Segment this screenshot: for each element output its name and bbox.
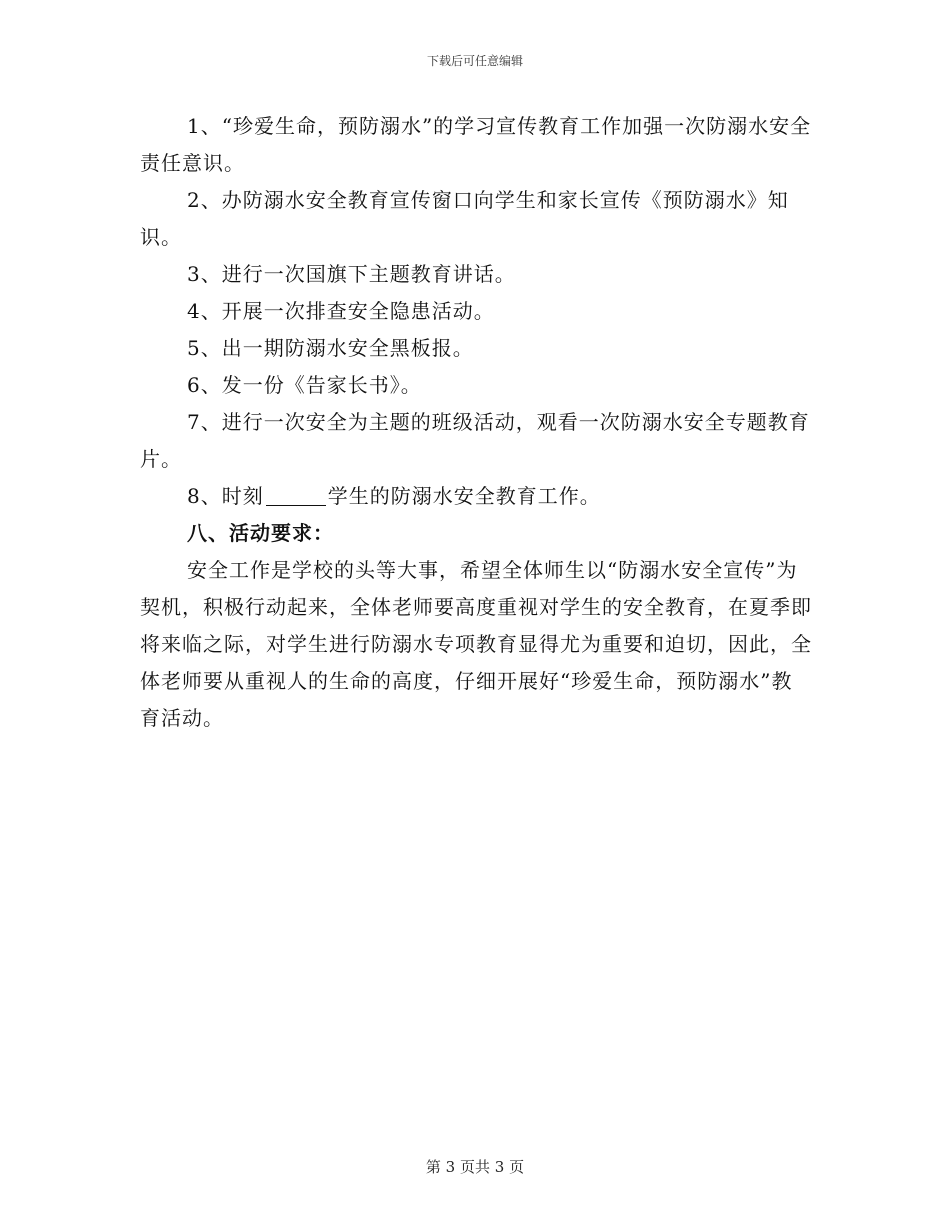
list-item-8-before: 8、时刻 [187,484,264,508]
list-item-1: 1、“珍爱生命，预防溺水”的学习宣传教育工作加强一次防溺水安全责任意识。 [140,114,812,175]
section-title: 八、活动要求： [187,521,334,545]
section-body: 安全工作是学校的头等大事，希望全体师生以“防溺水安全宣传”为契机，积极行动起来，全体老师要高度重视对学生的安全教育，在夏季即将来临之际，对学生进行防溺水专项教育显得尤为重要和迫切，因此，全体老师要从重视人的生命的高度，仔细开展好“珍爱生命，预防溺水”教育活动。 [140,558,812,730]
list-item-6: 6、发一份《告家长书》。 [187,373,422,397]
fill-in-blank [266,485,326,506]
list-item-5: 5、出一期防溺水安全黑板报。 [187,336,474,360]
list-item-3: 3、进行一次国旗下主题教育讲话。 [187,262,516,286]
page-footer: 第 3 页共 3 页 [425,1158,525,1176]
page-header: 下载后可任意编辑 [426,54,523,68]
list-item-8-after: 学生的防溺水安全教育工作。 [327,484,601,508]
list-item-8 [140,478,812,515]
list-item-4: 4、开展一次排查安全隐患活动。 [187,299,495,323]
list-item-7: 7、进行一次安全为主题的班级活动，观看一次防溺水安全专题教育片。 [140,410,810,471]
document-body [140,108,812,737]
list-item-2: 2、办防溺水安全教育宣传窗口向学生和家长宣传《预防溺水》知识。 [140,188,789,249]
